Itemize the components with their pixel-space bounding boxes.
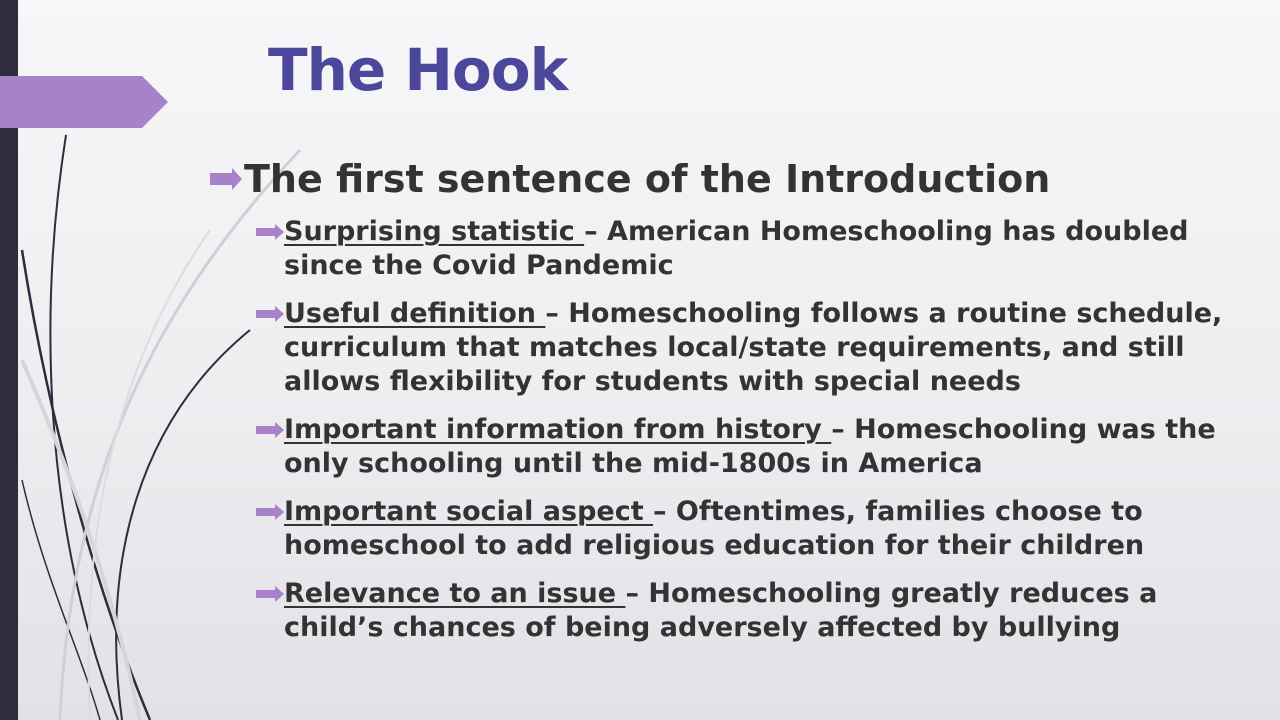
- slide-title: The Hook: [268, 36, 568, 104]
- sub-bullet-term: Important social aspect: [284, 496, 654, 527]
- purple-arrow-bullet-icon: [210, 168, 242, 190]
- sub-bullet-description: Homeschooling was the only schooling until the mid-1800s in America: [284, 414, 1216, 479]
- sub-bullet-term: Useful definition: [284, 298, 546, 329]
- sub-bullet-history: [256, 413, 1246, 481]
- main-bullet: [210, 154, 1250, 204]
- sub-bullet-term: Important information from history: [284, 414, 832, 445]
- sub-bullet-text: [284, 577, 1246, 645]
- sub-bullet-description: American Homeschooling has doubled since the Covid Pandemic: [284, 216, 1189, 281]
- sub-bullet-social: [256, 495, 1246, 563]
- sub-bullet-separator: –: [545, 298, 559, 329]
- purple-arrow-bullet-icon: [256, 422, 284, 438]
- sub-bullet-separator: –: [831, 414, 845, 445]
- purple-arrow-bullet-icon: [256, 306, 284, 322]
- purple-arrow-bullet-icon: [256, 504, 284, 520]
- sub-bullet-relevance: [256, 577, 1246, 645]
- sub-bullet-separator: –: [584, 216, 598, 247]
- sub-bullet-definition: [256, 297, 1246, 399]
- sub-bullet-term: Relevance to an issue: [284, 578, 626, 609]
- sub-bullet-separator: –: [653, 496, 667, 527]
- main-bullet-text: The first sentence of the Introduction: [244, 157, 1051, 201]
- sub-bullet-list: [256, 215, 1246, 659]
- sub-bullet-description: Homeschooling greatly reduces a child’s chances of being adversely affected by bullying: [284, 578, 1158, 643]
- sub-bullet-description: Homeschooling follows a routine schedule, curriculum that matches local/state requirements, and still allows flexibility for students with special needs: [284, 298, 1223, 397]
- purple-arrow-bullet-icon: [256, 224, 284, 240]
- sub-bullet-description: Oftentimes, families choose to homeschool to add religious education for their children: [284, 496, 1145, 561]
- purple-arrow-tab-icon: [0, 76, 168, 128]
- purple-arrow-bullet-icon: [256, 586, 284, 602]
- sub-bullet-text: [284, 495, 1246, 563]
- sub-bullet-text: [284, 297, 1246, 399]
- sub-bullet-term: Surprising statistic: [284, 216, 585, 247]
- sub-bullet-text: [284, 215, 1246, 283]
- sub-bullet-statistic: [256, 215, 1246, 283]
- sub-bullet-separator: –: [625, 578, 639, 609]
- sub-bullet-text: [284, 413, 1246, 481]
